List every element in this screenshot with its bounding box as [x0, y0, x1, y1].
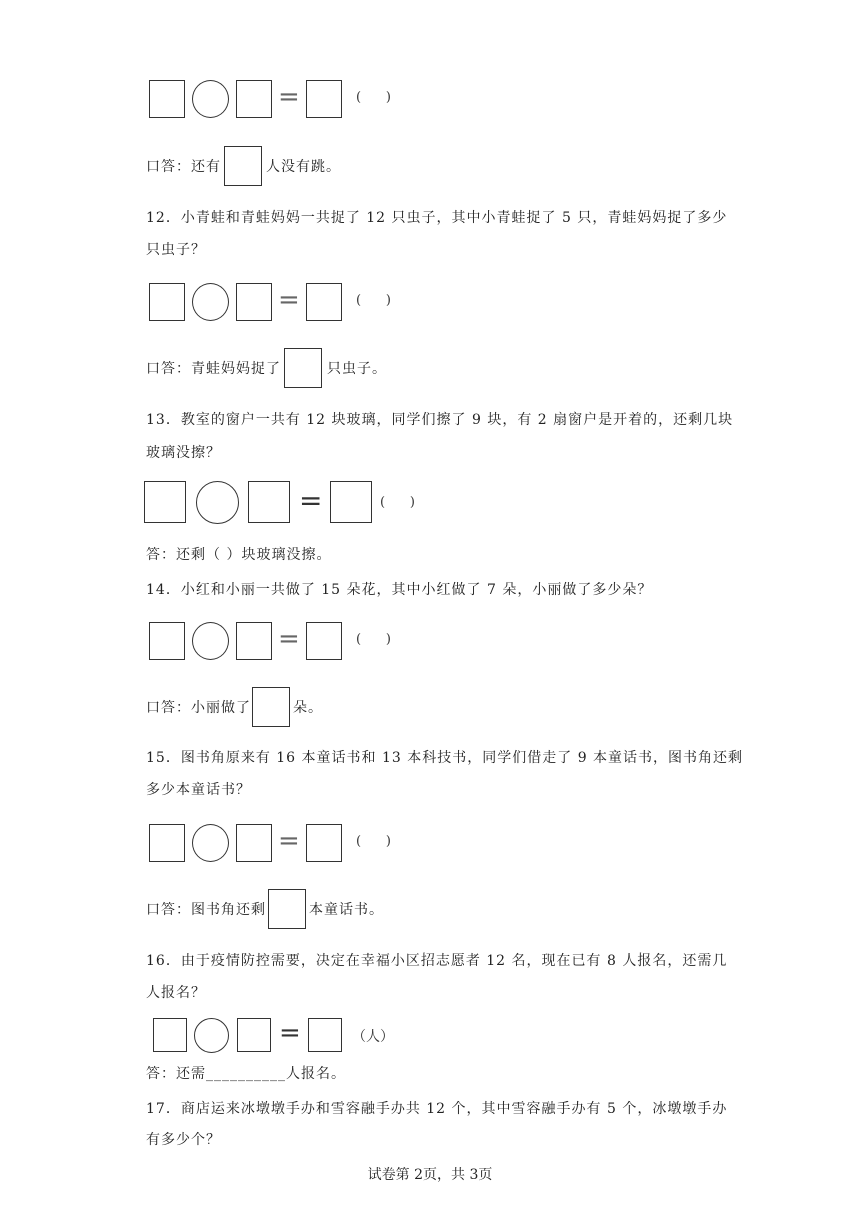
operand-box[interactable] — [236, 80, 272, 118]
question-17-line1: 17．商店运来冰墩墩手办和雪容融手办共 12 个，其中雪容融手办有 5 个，冰墩墩手办 — [146, 1101, 728, 1117]
answer-box-q15[interactable] — [268, 889, 306, 929]
answer-box-q11[interactable] — [224, 146, 262, 186]
operand-box[interactable] — [248, 481, 290, 523]
operand-box[interactable] — [149, 622, 185, 660]
answer-q11 — [146, 157, 221, 177]
question-12-line1: 12．小青蛙和青蛙妈妈一共捉了 12 只虫子，其中小青蛙捉了 5 只，青蛙妈妈捉了多少 — [146, 210, 728, 226]
unit-paren: ( ) — [356, 90, 391, 105]
equals-sign: = — [299, 484, 323, 517]
operator-circle[interactable] — [192, 283, 229, 321]
result-box[interactable] — [306, 80, 342, 118]
answer-prefix: 口答：小丽做了 — [146, 700, 251, 716]
equals-sign: = — [278, 624, 300, 654]
question-12-line2: 只虫子？ — [146, 242, 206, 258]
question-16-line2: 人报名？ — [146, 985, 206, 1001]
answer-suffix: 人没有跳。 — [266, 159, 341, 175]
operand-box[interactable] — [144, 481, 186, 523]
answer-box-q14[interactable] — [252, 687, 290, 727]
page-footer: 试卷第 2页，共 3页 — [367, 1167, 493, 1183]
operator-circle[interactable] — [194, 1018, 229, 1053]
operand-box[interactable] — [236, 824, 272, 862]
unit-paren: ( ) — [356, 293, 391, 308]
operand-box[interactable] — [236, 622, 272, 660]
operand-box[interactable] — [153, 1018, 187, 1052]
operand-box[interactable] — [149, 824, 185, 862]
answer-suffix: 朵。 — [293, 700, 323, 716]
equals-sign: = — [279, 1018, 301, 1048]
operand-box[interactable] — [149, 80, 185, 118]
unit-paren: ( ) — [380, 495, 415, 510]
answer-q13: 答：还剩（ ）块玻璃没擦。 — [146, 547, 332, 563]
question-17-line2: 有多少个？ — [146, 1132, 221, 1148]
answer-prefix: 口答：还有 — [146, 159, 221, 175]
answer-suffix: 只虫子。 — [327, 361, 387, 377]
result-box[interactable] — [306, 824, 342, 862]
operator-circle[interactable] — [192, 824, 229, 862]
result-box[interactable] — [330, 481, 372, 523]
operand-box[interactable] — [149, 283, 185, 321]
answer-q16: 答：还需__________人报名。 — [146, 1066, 346, 1082]
result-box[interactable] — [306, 283, 342, 321]
equals-sign: = — [278, 826, 300, 856]
answer-prefix: 口答：图书角还剩 — [146, 902, 266, 918]
operand-box[interactable] — [237, 1018, 271, 1052]
equals-sign: = — [278, 82, 300, 112]
equals-sign: = — [278, 285, 300, 315]
question-15-line1: 15．图书角原来有 16 本童话书和 13 本科技书，同学们借走了 9 本童话书，图书角还剩 — [146, 750, 744, 766]
question-13-line2: 玻璃没擦？ — [146, 445, 221, 461]
answer-suffix: 本童话书。 — [309, 902, 384, 918]
result-box[interactable] — [306, 622, 342, 660]
unit-paren: （人） — [352, 1029, 394, 1045]
operator-circle[interactable] — [192, 80, 229, 118]
question-15-line2: 多少本童话书？ — [146, 782, 251, 798]
question-16-line1: 16．由于疫情防控需要，决定在幸福小区招志愿者 12 名，现在已有 8 人报名，还需几 — [146, 953, 728, 969]
operator-circle[interactable] — [192, 622, 229, 660]
answer-prefix: 口答：青蛙妈妈捉了 — [146, 361, 281, 377]
unit-paren: ( ) — [356, 632, 391, 647]
unit-paren: ( ) — [356, 834, 391, 849]
answer-box-q12[interactable] — [284, 348, 322, 388]
result-box[interactable] — [308, 1018, 342, 1052]
question-14-line1: 14．小红和小丽一共做了 15 朵花，其中小红做了 7 朵，小丽做了多少朵？ — [146, 582, 653, 598]
question-13-line1: 13．教室的窗户一共有 12 块玻璃，同学们擦了 9 块，有 2 扇窗户是开着的，还剩几块 — [146, 412, 734, 428]
operand-box[interactable] — [236, 283, 272, 321]
operator-circle[interactable] — [196, 481, 239, 524]
